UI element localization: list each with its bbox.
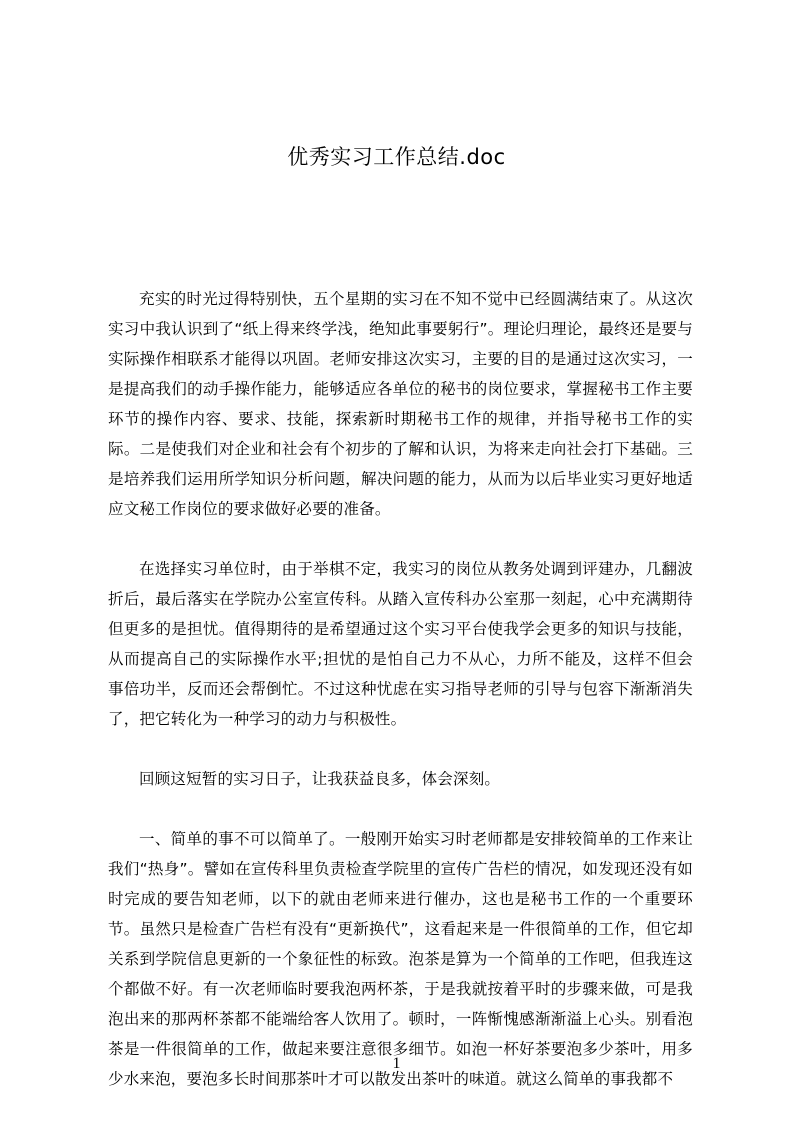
paragraph-review: 回顾这短暂的实习日子，让我获益良多，体会深刻。	[139, 770, 501, 788]
page-number: 1	[392, 1055, 401, 1072]
paragraph-point-one: 一、简单的事不可以简单了。一般刚开始实习时老师都是安排较简单的工作来让我们“热身”。譬如在宣传科里负责检查学院里的宣传广告栏的情况，如发现还没有如时完成的要告知老师，以下的就由老师来进行催办，这也是秘书工作的一个重要环节。虽然只是检查广告栏有没有“更新换代”，这看起来是一件很简单的工作，但它却关系到学院信息更新的一个象征性的标致。泡茶是算为一个简单的工作吧，但我连这个都做不好。有一次老师临时要我泡两杯茶，于是我就按着平时的步骤来做，可是我泡出来的那两杯茶都不能端给客人饮用了。顿时，一阵惭愧感渐渐溢上心头。别看泡茶是一件很简单的工作，做起来要注意很多细节。如泡一杯好茶要泡多少茶叶，用多少水来泡，要泡多长时间那茶叶才可以散发出茶叶的味道。就这么简单的事我都不	[108, 830, 693, 1088]
document-body	[108, 284, 693, 1124]
paragraph-intro: 充实的时光过得特别快，五个星期的实习在不知不觉中已经圆满结束了。从这次实习中我认识到了“纸上得来终学浅，绝知此事要躬行”。理论归理论，最终还是要与实际操作相联系才能得以巩固。老师安排这次实习，主要的目的是通过这次实习，一是提高我们的动手操作能力，能够适应各单位的秘书的岗位要求，掌握秘书工作主要环节的操作内容、要求、技能，探索新时期秘书工作的规律，并指导秘书工作的实际。二是使我们对企业和社会有个初步的了解和认识，为将来走向社会打下基础。三是培养我们运用所学知识分析问题，解决问题的能力，从而为以后毕业实习更好地适应文秘工作岗位的要求做好必要的准备。	[108, 290, 693, 518]
document-title: 优秀实习工作总结.doc	[287, 145, 506, 169]
paragraph-placement: 在选择实习单位时，由于举棋不定，我实习的岗位从教务处调到评建办，几翻波折后，最后落实在学院办公室宣传科。从踏入宣传科办公室那一刻起，心中充满期待但更多的是担忧。值得期待的是希望通过这个实习平台使我学会更多的知识与技能，从而提高自己的实际操作水平;担忧的是怕自己力不从心，力所不能及，这样不但会事倍功半，反而还会帮倒忙。不过这种忧虑在实习指导老师的引导与包容下渐渐消失了，把它转化为一种学习的动力与积极性。	[108, 560, 693, 728]
